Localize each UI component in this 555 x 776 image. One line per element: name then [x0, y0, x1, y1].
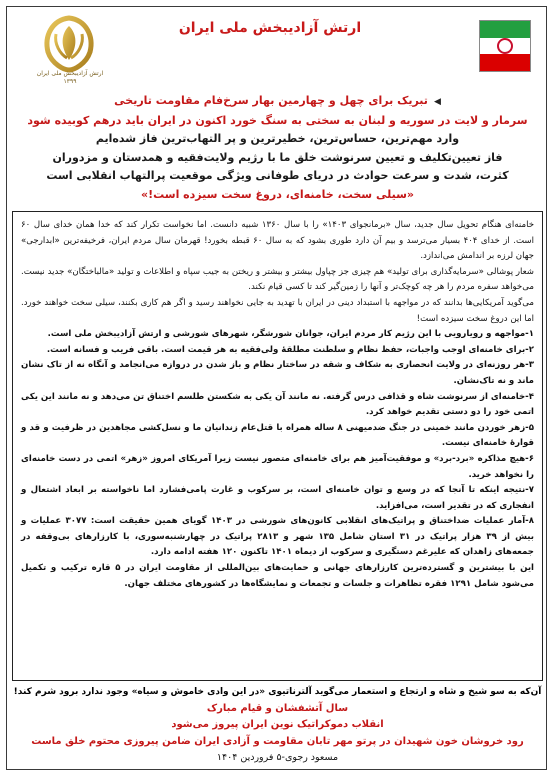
signature: مسعود رجوی-۵ فروردین ۱۴۰۴ [216, 752, 339, 763]
body-paragraph: شعار پوشالی «سرمایه‌گذاری برای تولید» هم چیزی جز چپاول بیشتر و بیشتر و ریختن به جیب سپاه و اطلاعات و تولید «مالباختگان» جدید نیست. می‌خواهد سفره مردم را هر چه کوچک‌تر و آنها را زمین‌گیر کند تا کسی قیام نکند. [21, 266, 534, 293]
body-paragraph: می‌گوید آمریکایی‌ها بدانند که در مواجهه با استبداد دینی در ایران با تهدید به جایی نخواهند رسید و اگر هم کاری بکنند، سیلی سخت خواهند خورد. اما این دروغ سخت سیزده است! [21, 297, 534, 324]
footer-line-2: سال آتشفشان و قیام مبارک [206, 702, 349, 714]
footer-line-4: رود خروشان خون شهیدان در پرتو مهر تابان مقاومت و آزادی ایران ضامن پیروزی محتوم خلق ماست [31, 735, 524, 747]
logo-caption: ارتش آزادیبخش ملی ایران ۱۳۹۹ [36, 70, 104, 85]
bullet-arrow-icon: ◀ [433, 97, 441, 107]
headline-line-1: ◀تبریک برای چهل و چهارمین بهار سرخ‌فام مقاومت تاریخی [114, 94, 441, 107]
header [10, 8, 545, 94]
footer-line-3: انقلاب دموکراتیک نوین ایران پیروز می‌شود [171, 719, 384, 730]
body-point-6: ۶-هیچ مذاکره «برد-برد» و موفقیت‌آمیز هم برای خامنه‌ای متصور نیست زیرا آمریکای امروز «زهر» اتمی در دست خامنه‌ای را نخواهد خرید. [21, 453, 534, 480]
body-point-4: ۴-خامنه‌ای از سرنوشت شاه و قذافی درس گرفته. نه مانند آن یکی به شکستن طلسم اختناق تن می‌دهد و نه مانند این یکی اتمی خود را دو دستی تقدیم خواهد کرد. [21, 391, 534, 418]
footer-block [12, 684, 543, 767]
body-point-5: ۵-زهر خوردن مانند خمینی در جنگ ضدمیهنی ۸ ساله همراه با قتل‌عام زندانیان ما و نسل‌کشی مجاهدین در ظرفیت و قد و قوارهٔ خامنه‌ای نیست. [21, 422, 534, 449]
body-point-2: ۲-برای خامنه‌ای اوجب واجبات، حفظ نظام و سلطنت مطلقهٔ ولی‌فقیه به هر قیمت است. باقی فریب و فسانه است. [46, 344, 534, 355]
body-point-3: ۳-هر روزنه‌ای در ولایت انحصاری به شکاف و شقه در ساختار نظام و باز شدن در دروازه می‌انجامد و آنگاه نه از تاک نشان ماند و نه تاک‌نشان. [21, 360, 534, 386]
body-text-box [12, 211, 543, 681]
footer-line-1: آن‌که به سو شیخ و شاه و ارتجاع و استعمار می‌گوید آلترناتیوی «در این وادی خاموش و سیاه» وجود ندارد برود شرم کند! [13, 687, 542, 697]
body-point-1: ۱-مواجهه و رویارویی با این رژیم کار مردم ایران، جوانان شورشگر، شهرهای شورشی و ارتش آزادیبخش ملی است. [47, 329, 534, 340]
headline-block [12, 92, 543, 204]
body-paragraph: خامنه‌ای هنگام تحویل سال جدید، سال «برمانجوای ۱۴۰۳» را با سال ۱۳۶۰ شبیه دانست. اما نخواست تکرار کند که خدا همان خدای سال ۶۰ است. از خدای ۴۰۴ بسیار می‌ترسد و بیم آن دارد طوری بشود که به سال ۶۰ قبطه بخورد! قهرمان سال مردم ایران، فرخیفه‌ترین «ابدارجی» جهان لرزه بر اندامش می‌اندازد. [21, 220, 535, 262]
body-paragraph-closing: این با بیشترین و گسترده‌ترین کارزارهای جهانی و حمایت‌های بین‌المللی از مقاومت ایران در ۵ قاره ترکیب و تکمیل می‌شود شامل ۱۲۹۱ فقره تظاهرات و جلسات و تجمعات و نمایشگاه‌ها در کشورهای مختلف جهان. [21, 563, 534, 589]
headline-line-4: فاز تعیین‌تکلیف و تعیین سرنوشت خلق ما با رژیم ولایت‌فقیه و همدستان و مزدوران [52, 150, 503, 164]
body-point-8: ۸-آمار عملیات ضداختناق و پراتیک‌های انقلابی کانون‌های شورشی در ۱۴۰۳ گویای همین حقیقت است: ۳۰۷۷ عملیات و بیش از ۳۹ هزار پراتیک در ۳۱ استان شامل ۱۳۵ شهر و ۲۸۱۳ پراتیک در چهارشنبه‌سوری، با کارزارهای بی‌وقفه در جمعه‌های زاهدان که علیرغم دستگیری و سرکوب از دیماه ۱۴۰۱ تاکنون ۱۲۰ هفته ادامه دارد. [21, 516, 534, 558]
headline-line-5: کثرت، شدت و سرعت حوادث در دریای طوفانی ویژگی موقعیت پرالتهاب انقلابی است [46, 169, 509, 182]
iran-flag-icon [479, 20, 531, 72]
headline-line-6: «سیلی سخت، خامنه‌ای، دروغ سخت سیزده است!» [140, 187, 414, 201]
headline-line-2: سرمار و لایت در سوریه و لبنان به سختی به سنگ خورد اکنون در ایران باید درهم کوبیده شود [27, 113, 528, 127]
headline-line-3: وارد مهم‌ترین، حساس‌ترین، خطیرترین و پر التهاب‌ترین فاز شده‌ایم [95, 132, 460, 145]
organization-title: ارتش آزادیبخش ملی ایران [178, 20, 362, 36]
body-point-7: ۷-نتیجه اینکه تا آنجا که در وسع و توان خامنه‌ای است، بر سرکوب و غارت پامی‌فشارد اما ناخواسته بر ابعاد اشتعال و انفجاری که در تقدیر است، می‌افزاید. [21, 485, 534, 511]
